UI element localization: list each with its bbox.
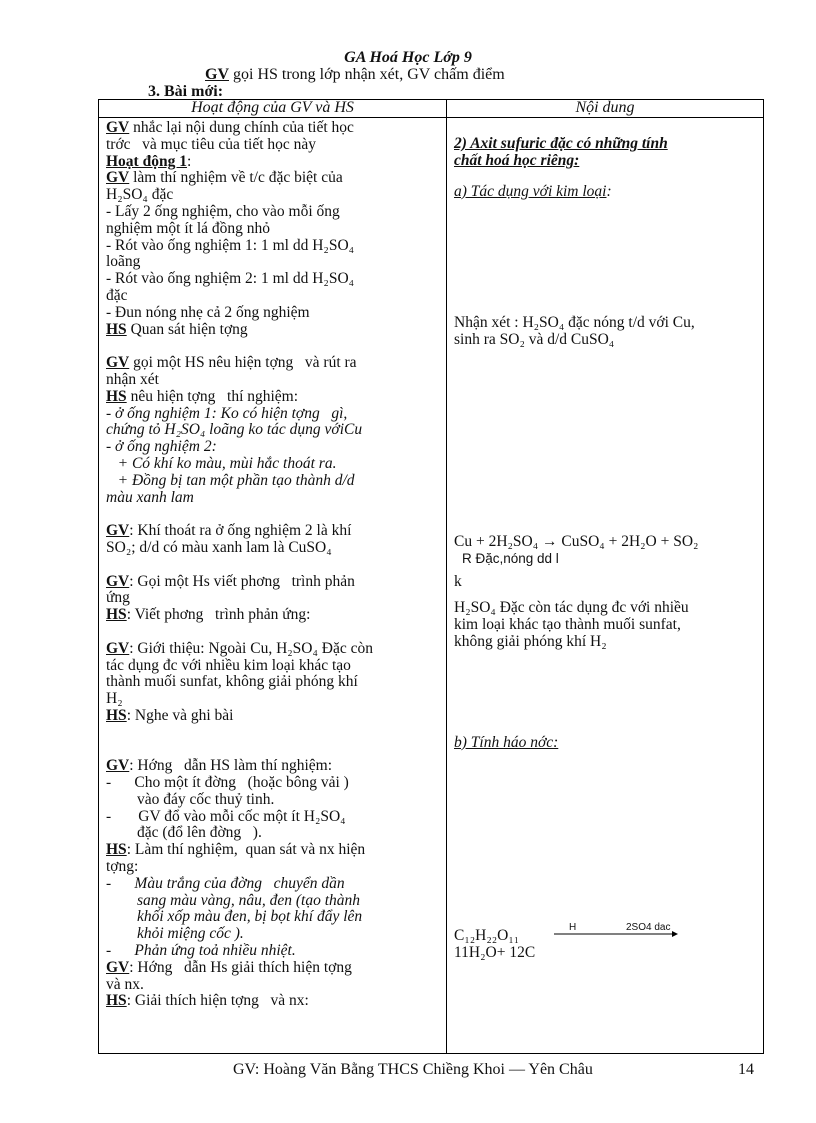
line-text: nghiệm một ít lá đồng nhỏ — [106, 219, 271, 237]
section-b-heading: b) Tính háo nớc: — [454, 733, 559, 751]
role-tag: GV — [106, 522, 130, 540]
left-line — [106, 254, 444, 271]
line-text: tợng: — [106, 858, 139, 876]
left-line — [106, 154, 444, 171]
equation-sugar-products: 11H₂O+ 12C — [454, 943, 536, 961]
left-line — [106, 977, 444, 994]
left-line — [106, 960, 444, 977]
role-tag: GV — [106, 958, 130, 976]
left-line — [106, 658, 444, 675]
line-text: nhận xét — [106, 370, 159, 388]
line-text: : Giới thiệu: Ngoài Cu, H₂SO₄ Đặc còn — [129, 639, 373, 657]
left-line — [106, 557, 444, 574]
role-tag: HS — [106, 706, 127, 724]
eq2-cond-acid: 2SO4 dac — [626, 921, 671, 933]
left-line — [106, 859, 444, 876]
left-line — [106, 674, 444, 691]
left-line — [106, 322, 444, 339]
line-text: - Cho một ít đờng (hoặc bông vải ) — [106, 774, 349, 792]
left-line — [106, 473, 444, 490]
line-text: : Hớng dẫn HS làm thí nghiệm: — [129, 757, 333, 775]
left-line — [106, 842, 444, 859]
line-text: đặc (đổ lên đờng ). — [106, 824, 262, 842]
left-line — [106, 574, 444, 591]
left-line — [106, 590, 444, 607]
line-text: H₂SO₄ đặc — [106, 186, 174, 204]
line-text: : Giải thích hiện tợng và nx: — [126, 992, 309, 1010]
line-text: - Rót vào ống nghiệm 1: 1 ml dd H₂SO₄ — [106, 236, 355, 254]
role-tag: GV — [106, 757, 130, 775]
left-line — [106, 506, 444, 523]
line-text: H₂ — [106, 690, 123, 708]
line-text: - Rót vào ống nghiệm 2: 1 ml dd H₂SO₄ — [106, 270, 355, 288]
left-line — [106, 993, 444, 1010]
left-line — [106, 725, 444, 742]
left-line — [106, 490, 444, 507]
left-line — [106, 204, 444, 221]
equation-cu: Cu + 2H₂SO₄ → CuSO₄ + 2H₂O + SO₂ — [454, 532, 699, 550]
role-tag: HS — [106, 841, 127, 859]
role-tag: GV — [106, 119, 130, 136]
left-line — [106, 943, 444, 960]
role-tag: GV — [106, 639, 130, 657]
left-line — [106, 708, 444, 725]
line-text: vào đáy cốc thuỷ tinh. — [106, 790, 275, 808]
left-line — [106, 137, 444, 154]
role-tag: Hoạt động 1 — [106, 152, 187, 170]
line-text: ứng — [106, 589, 130, 607]
gv-tag: GV — [205, 66, 229, 83]
section-2-heading-cont: chất hoá học riêng: — [454, 151, 580, 169]
line-text: khỏi miệng cốc ). — [106, 925, 244, 943]
left-line — [106, 439, 444, 456]
left-line — [106, 456, 444, 473]
line-text: + Đồng bị tan một phần tạo thành d/d — [106, 471, 355, 489]
note-line-1: H₂SO₄ Đặc còn tác dụng đc với nhiều — [454, 599, 689, 617]
line-text: màu xanh lam — [106, 488, 194, 506]
section-heading: 3. Bài mới: — [148, 83, 224, 100]
left-line — [106, 238, 444, 255]
line-text: : Khí thoát ra ở ống nghiệm 2 là khí — [129, 522, 352, 540]
equation-states: R Đặc,nóng dd l — [462, 550, 559, 566]
left-line — [106, 187, 444, 204]
role-tag: HS — [106, 992, 127, 1010]
left-column-header: Hoạt động của GV và HS — [191, 99, 354, 116]
line-text: : Viết phơng trình phản ứng: — [126, 606, 311, 624]
line-text: - Phản ứng toả nhiều nhiệt. — [106, 942, 296, 960]
section-a-heading: a) Tác dụng với kim loại: — [454, 182, 612, 200]
right-column-header: Nội dung — [575, 99, 635, 116]
left-line — [106, 741, 444, 758]
equation-k: k — [454, 572, 462, 590]
left-line — [106, 406, 444, 423]
line-text: nhắc lại nội dung chính của tiết học — [129, 119, 354, 136]
line-text: : — [186, 152, 192, 170]
page-title: GA Hoá Học Lớp 9 — [344, 49, 472, 66]
left-line — [106, 607, 444, 624]
line-text: và nx. — [106, 975, 144, 993]
left-line — [106, 909, 444, 926]
line-text: gọi một HS nêu hiện tợng và rút ra — [129, 354, 357, 372]
line-text: - Lấy 2 ống nghiệm, cho vào mỗi ống — [106, 202, 340, 220]
left-line — [106, 825, 444, 842]
lesson-table — [98, 99, 764, 1054]
line-text: đặc — [106, 286, 128, 304]
left-line — [106, 355, 444, 372]
line-text: trớc và mục tiêu của tiết học này — [106, 135, 317, 153]
line-text: nêu hiện tợng thí nghiệm: — [126, 387, 299, 405]
left-line — [106, 422, 444, 439]
left-column — [106, 120, 444, 1010]
left-line — [106, 288, 444, 305]
header-divider — [99, 117, 763, 118]
nhanxet-line-1: Nhận xét : H₂SO₄ đặc nóng t/d với Cu, — [454, 314, 695, 332]
role-tag: HS — [106, 387, 127, 405]
left-line — [106, 271, 444, 288]
intro-text: gọi HS trong lớp nhận xét, GV chấm điểm — [229, 66, 505, 83]
line-text: khối xốp màu đen, bị bọt khí đẩy lên — [106, 908, 363, 926]
line-text: sang màu vàng, nâu, đen (tạo thành — [106, 891, 361, 909]
line-text: chứng tỏ H₂SO₄ loãng ko tác dụng vớiCu — [106, 421, 363, 439]
left-line — [106, 758, 444, 775]
section-2-heading: 2) Axit sufuric đặc có những tính — [454, 135, 668, 152]
nhanxet-line-2: sinh ra SO₂ và d/d CuSO₄ — [454, 331, 615, 349]
equation-sugar: C₁₂H₂₂O₁₁ H 2SO4 dac — [454, 928, 759, 945]
line-text: : Làm thí nghiệm, quan sát và nx hiện — [126, 841, 366, 859]
left-line — [106, 120, 444, 137]
left-line — [106, 540, 444, 557]
left-line — [106, 775, 444, 792]
line-text: Quan sát hiện tợng — [126, 320, 248, 338]
line-text: : Nghe và ghi bài — [126, 706, 234, 724]
line-text: - ở ống nghiệm 2: — [106, 438, 217, 456]
left-line — [106, 893, 444, 910]
line-text: làm thí nghiệm về t/c đặc biệt của — [129, 169, 343, 187]
left-line — [106, 523, 444, 540]
line-text: SO₂; d/d có màu xanh lam là CuSO₄ — [106, 538, 332, 556]
role-tag: GV — [106, 354, 130, 372]
left-line — [106, 792, 444, 809]
left-line — [106, 389, 444, 406]
left-line — [106, 221, 444, 238]
left-line — [106, 170, 444, 187]
left-line — [106, 372, 444, 389]
line-text: + Có khí ko màu, mùi hắc thoát ra. — [106, 454, 337, 472]
left-line — [106, 691, 444, 708]
left-line — [106, 926, 444, 943]
line-text: - ở ống nghiệm 1: Ko có hiện tợng gì, — [106, 404, 348, 422]
left-line — [106, 809, 444, 826]
eq2-cond-h: H — [569, 921, 577, 933]
line-text: - Màu trắng của đờng chuyển dần — [106, 874, 345, 892]
note-line-3: không giải phóng khí H₂ — [454, 632, 607, 650]
left-line — [106, 624, 444, 641]
left-line — [106, 338, 444, 355]
line-text: - GV đổ vào mỗi cốc một ít H₂SO₄ — [106, 807, 346, 825]
left-line — [106, 641, 444, 658]
right-column — [454, 120, 759, 961]
left-line — [106, 876, 444, 893]
line-text: tác dụng đc với nhiều kim loại khác tạo — [106, 656, 351, 674]
arrow-icon: → — [542, 532, 558, 550]
column-divider — [446, 100, 447, 1053]
role-tag: GV — [106, 572, 130, 590]
intro-line — [205, 66, 505, 84]
role-tag: GV — [106, 169, 130, 187]
page-number: 14 — [738, 1061, 754, 1078]
note-line-2: kim loại khác tạo thành muối sunfat, — [454, 616, 681, 634]
role-tag: HS — [106, 320, 127, 338]
line-text: - Đun nóng nhẹ cả 2 ống nghiệm — [106, 303, 310, 321]
arrow-icon — [554, 930, 679, 938]
left-line — [106, 305, 444, 322]
line-text: : Hớng dẫn Hs giải thích hiện tợng — [129, 958, 352, 976]
line-text: : Gọi một Hs viết phơng trình phản — [129, 572, 355, 590]
footer-author: GV: Hoàng Văn Bằng THCS Chiềng Khoi — Yên Châu — [233, 1061, 593, 1078]
line-text: thành muối sunfat, không giải phóng khí — [106, 673, 358, 691]
role-tag: HS — [106, 606, 127, 624]
line-text: loãng — [106, 253, 141, 271]
